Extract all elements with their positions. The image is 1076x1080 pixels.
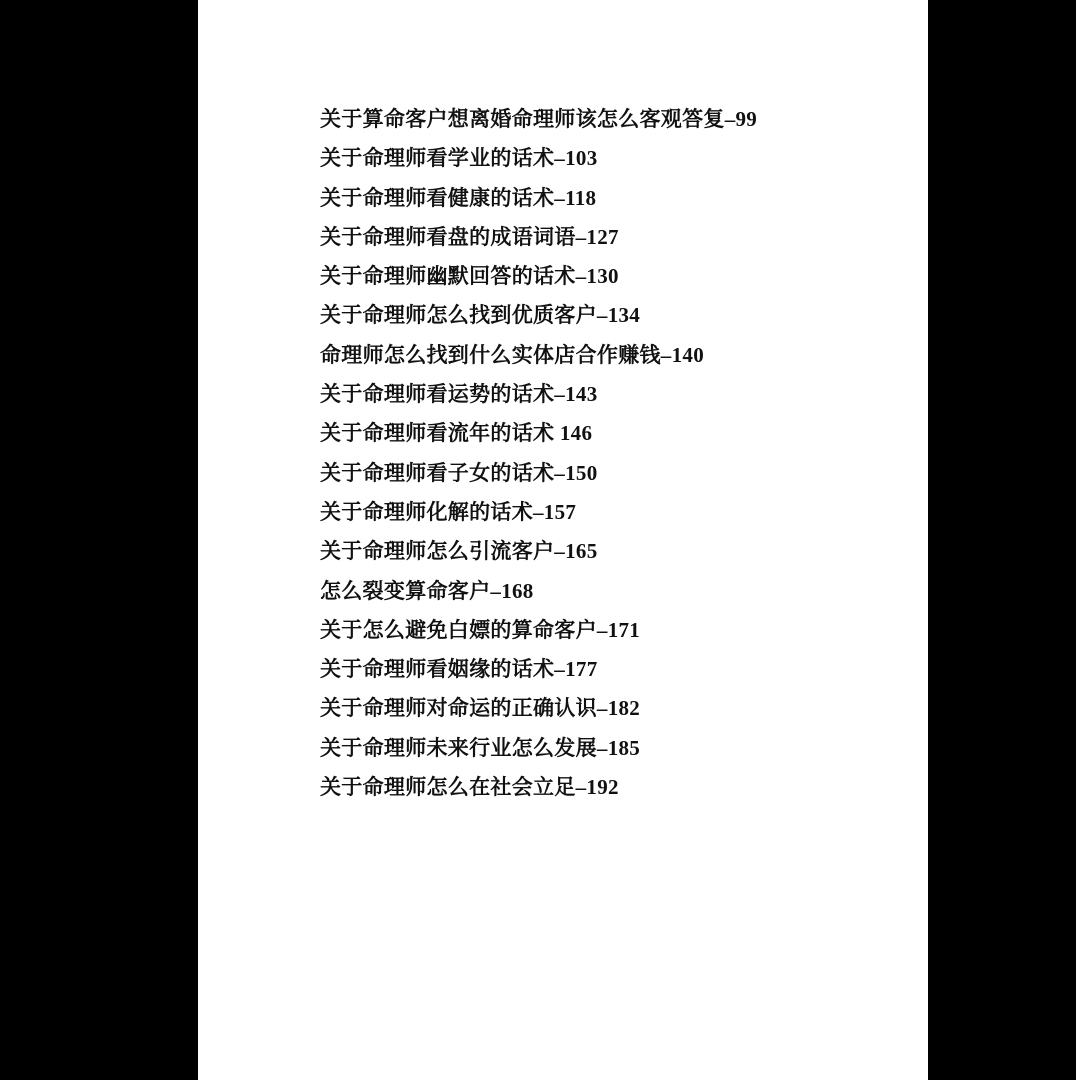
toc-entry: 关于算命客户想离婚命理师该怎么客观答复–99 [320,107,758,131]
toc-entry: 关于命理师对命运的正确认识–182 [320,696,641,721]
toc-entry: 关于命理师怎么找到优质客户–134 [320,303,641,328]
toc-entry: 关于怎么避免白嫖的算命客户–171 [320,617,641,642]
document-page [198,0,928,1080]
toc-entry: 关于命理师看盘的成语词语–127 [320,224,619,249]
toc-entry: 怎么裂变算命客户–168 [320,578,534,603]
toc-entry: 命理师怎么找到什么实体店合作赚钱–140 [320,342,704,367]
toc-entry: 关于命理师怎么在社会立足–192 [320,775,619,800]
toc-entry: 关于命理师未来行业怎么发展–185 [320,735,641,760]
toc-entry: 关于命理师看子女的话术–150 [320,460,598,485]
toc-entry: 关于命理师看姻缘的话术–177 [320,657,598,682]
toc-entry: 关于命理师幽默回答的话术–130 [320,264,619,289]
toc-entry: 关于命理师化解的话术–157 [320,499,577,524]
toc-entry: 关于命理师看运势的话术–143 [320,382,598,407]
table-of-contents [320,100,900,807]
toc-entry: 关于命理师怎么引流客户–165 [320,539,598,564]
toc-entry: 关于命理师看学业的话术–103 [320,146,598,171]
toc-entry: 关于命理师看流年的话术 146 [320,421,593,446]
toc-entry: 关于命理师看健康的话术–118 [320,185,597,210]
